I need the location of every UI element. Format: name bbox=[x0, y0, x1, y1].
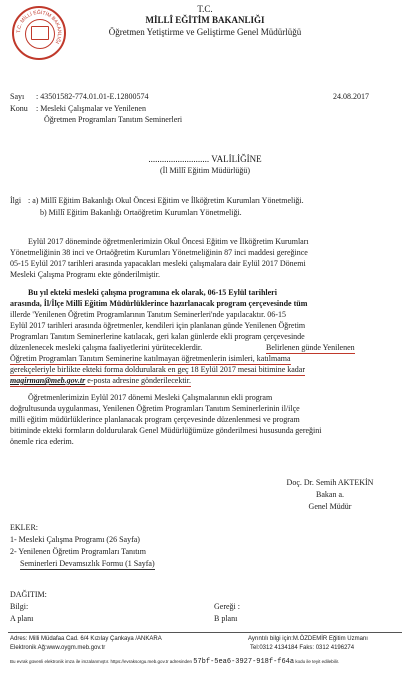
header-ministry: MİLLÎ EĞİTİM BAKANLIĞI bbox=[145, 15, 265, 25]
konu-label: Konu bbox=[10, 104, 28, 113]
p1-line3: 05-15 Eylül 2017 tarihleri arasında yapacakları mesleki çalışmalara dair Eylül 2017 Dönemi bbox=[10, 259, 306, 268]
p3-line2: doğrultusunda uygulanması, Yenilenen Öğretim Programları Tanıtım Seminerlerinin il/ilçe bbox=[10, 404, 300, 413]
addressee-line1: ........................... VALİLİĞİNE bbox=[148, 154, 262, 164]
footer-address: Adres: Milli Müdafaa Cad. 6/4 Kızılay Çankaya /ANKARA bbox=[10, 636, 162, 642]
ilgi-a: : a) Millî Eğitim Bakanlığı Okul Öncesi Eğitim ve İlköğretim Kurumları Yönetmeliği. bbox=[28, 196, 304, 205]
p2-line1: Bu yıl ekteki mesleki çalışma programına ek olarak, 06-15 Eylül tarihleri bbox=[28, 288, 277, 297]
letter-date: 24.08.2017 bbox=[333, 92, 369, 101]
p2-line6b: Belirlenen günde Yenilenen bbox=[266, 343, 355, 352]
gereği-b-plani: B planı bbox=[214, 614, 238, 623]
addressee-line2: (İl Millî Eğitim Müdürlüğü) bbox=[160, 166, 250, 175]
footer-phone: Tel:0312 4134184 Faks: 0312 4196274 bbox=[250, 645, 355, 651]
signer-title2: Genel Müdür bbox=[308, 502, 352, 511]
attachments-label: EKLER: bbox=[10, 523, 38, 532]
p3-line4: bitiminde ekteki formların doldurularak Genel Müdürlüğümüze gönderilmesi hususunda gereğini bbox=[10, 426, 322, 435]
p2-line3: illerde 'Yenilenen Öğretim Programlarının Tanıtım Seminerleri'nde yapılacaktır. 06-15 bbox=[10, 310, 286, 319]
p2-line6a: düzenlenecek mesleki çalışma faaliyetlerini yürüteceklerdir. bbox=[10, 343, 203, 352]
distribution-label: DAĞITIM: bbox=[10, 590, 47, 599]
verify-suffix: kodu ile teyit edilebilir. bbox=[295, 659, 340, 664]
p2-line9 bbox=[10, 376, 191, 387]
contact-email-link[interactable]: magirman@meb.gov.tr bbox=[10, 376, 86, 385]
bilgi-a-plani: A planı bbox=[10, 614, 34, 623]
attachment-2a: 2- Yenilenen Öğretim Programları Tanıtım bbox=[10, 547, 146, 556]
seal-text: T.C. MİLLİ EĞİTİM BAKANLIĞI bbox=[15, 9, 63, 45]
ilgi-label: İlgi bbox=[10, 196, 22, 205]
verify-prefix: Bu evrak güvenli elektronik imza ile imzalanmıştır. https://evraksorgu.meb.gov.tr adresinden bbox=[10, 659, 192, 664]
p2-line2: arasında, İl/İlçe Millî Eğitim Müdürlüklerince hazırlanacak program çerçevesinde tüm bbox=[10, 299, 308, 308]
sayi-value: : 43501582-774.01.01-E.12800574 bbox=[36, 92, 149, 101]
p2-line4: Eylül 2017 tarihleri arasında öğretmenler, kendileri için planlanan günde Yenilenen Öğretim bbox=[10, 321, 306, 330]
p2-line7: Öğretim Programları Tanıtım Seminerine katılmayan öğretmenlerin isimleri, katılmama bbox=[10, 354, 291, 363]
p3-line5: önemle rica ederim. bbox=[10, 437, 74, 446]
footer-web[interactable]: Elektronik Ağ:www.oygm.meb.gov.tr bbox=[10, 645, 106, 651]
p2-line5: Programları Tanıtım Seminerlerine katılacak, geri kalan günlerde ekli program çerçevesinde bbox=[10, 332, 305, 341]
attachment-1: 1- Mesleki Çalışma Programı (26 Sayfa) bbox=[10, 535, 140, 544]
p2-line9-suffix: e-posta adresine gönderilecektir. bbox=[85, 376, 191, 385]
header-directorate: Öğretmen Yetiştirme ve Geliştirme Genel Müdürlüğü bbox=[108, 27, 302, 37]
attachment-2b: Seminerleri Devamsızlık Formu (1 Sayfa) bbox=[20, 559, 155, 568]
p3-line3: milli eğitim müdürlüklerince planlanacak program çerçevesinde düzenlenmesi ve program bbox=[10, 415, 300, 424]
p3-line1: Öğretmenlerimizin Eylül 2017 dönemi Mesleki Çalışmalarının ekli program bbox=[28, 393, 273, 402]
bilgi-label: Bilgi: bbox=[10, 602, 29, 611]
ilgi-b: b) Millî Eğitim Bakanlığı Ortaöğretim Kurumları Yönetmeliği. bbox=[40, 208, 242, 217]
p1-line2: Yönetmeliğinin 38 inci ve Ortaöğretim Kurumları Yönetmeliğinin 87 inci maddesi gereğince bbox=[10, 248, 308, 257]
header-tc: T.C. bbox=[197, 4, 213, 14]
p1-line1: Eylül 2017 döneminde öğretmenlerimizin Okul Öncesi Eğitim ve İlköğretim Kurumları bbox=[28, 237, 309, 246]
konu-line1: : Mesleki Çalışmalar ve Yenilenen bbox=[36, 104, 146, 113]
gereği-label: Gereği : bbox=[214, 602, 240, 611]
p2-line8: gerekçeleriyle birlikte ekteki forma doldurularak en geç 18 Eylül 2017 mesai bitimine kadar bbox=[10, 365, 306, 374]
p1-line4: Mesleki Çalışma Programı ekte gönderilmiştir. bbox=[10, 270, 160, 279]
sayi-label: Sayı bbox=[10, 92, 25, 101]
footer-verification bbox=[10, 658, 339, 666]
signer-name: Doç. Dr. Semih AKTEKİN bbox=[286, 478, 374, 487]
footer-divider bbox=[8, 632, 402, 633]
footer-info: Ayrıntılı bilgi için:M.ÖZDEMİR Eğitim Uzmanı bbox=[248, 636, 368, 642]
verify-code: 57bf-5ea6-3927-918f-f64a bbox=[193, 658, 295, 666]
konu-line2: Öğretmen Programları Tanıtım Seminerleri bbox=[44, 115, 183, 124]
signer-title1: Bakan a. bbox=[316, 490, 344, 499]
